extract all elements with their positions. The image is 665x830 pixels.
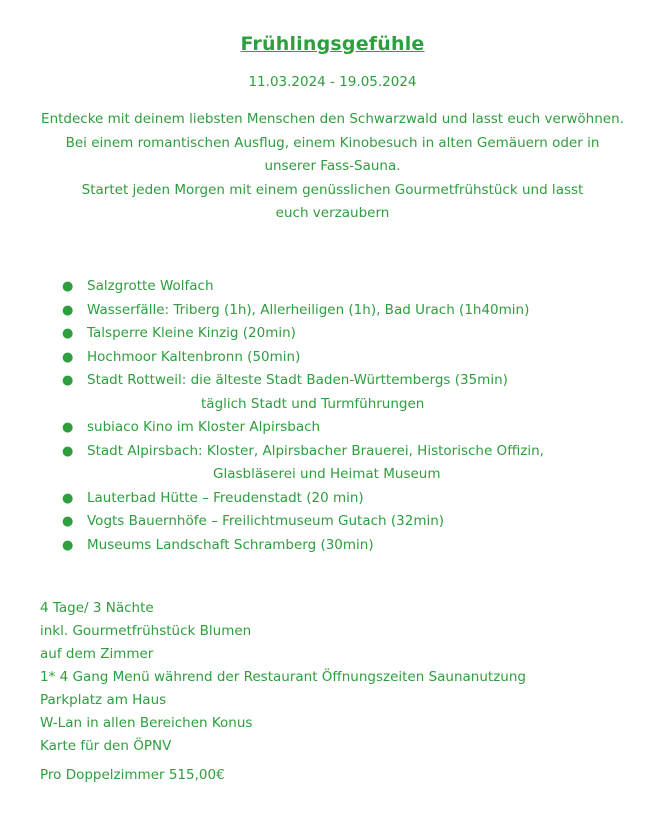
intro-paragraph-2: Startet jeden Morgen mit einem genüsslichen Gourmetfrühstück und lasst euch verzaubern xyxy=(81,181,584,221)
list-item: ● Hochmoor Kaltenbronn (50min) xyxy=(0,346,665,370)
list-item: ● Wasserfälle: Triberg (1h), Allerheiligen (1h), Bad Urach (1h40min) xyxy=(0,299,665,323)
bullet-icon: ● xyxy=(62,514,74,529)
package-line: Karte für den ÖPNV xyxy=(40,738,172,754)
list-item: ● subiaco Kino im Kloster Alpirsbach xyxy=(0,416,665,440)
bullet-icon: ● xyxy=(62,279,74,294)
package-details xyxy=(40,597,640,758)
intro-paragraph-1: Entdecke mit deinem liebsten Menschen den Schwarzwald und lasst euch verwöhnen. Bei einem romantischen Ausflug, einem Kinobesuch in alten Gemäuern oder in unserer Fass-Sauna. xyxy=(41,111,624,174)
bullet-icon: ● xyxy=(62,373,74,388)
list-item: ● Salzgrotte Wolfach xyxy=(0,275,665,299)
package-line: inkl. Gourmetfrühstück Blumen xyxy=(40,623,252,639)
list-item: ● Stadt Rottweil: die älteste Stadt Baden-Württembergs (35min) täglich Stadt und Turmführungen xyxy=(0,369,665,416)
package-line: W-Lan in allen Bereichen Konus xyxy=(40,715,253,731)
date-range: 11.03.2024 - 19.05.2024 xyxy=(248,74,417,90)
bullet-icon: ● xyxy=(62,326,74,341)
list-item: ● Vogts Bauernhöfe – Freilichtmuseum Gutach (32min) xyxy=(0,510,665,534)
package-line: Parkplatz am Haus xyxy=(40,692,167,708)
bullet-icon: ● xyxy=(62,443,74,459)
price-line: Pro Doppelzimmer 515,00€ xyxy=(40,767,225,783)
package-line: 4 Tage/ 3 Nächte xyxy=(40,600,154,616)
offer-title: Frühlingsgefühle xyxy=(240,33,425,55)
attractions-list xyxy=(0,275,665,557)
bullet-icon: ● xyxy=(62,349,74,365)
bullet-icon: ● xyxy=(62,420,74,435)
list-item-continuation: Glasbläserei und Heimat Museum xyxy=(213,466,441,482)
bullet-icon: ● xyxy=(62,490,74,506)
list-item: ● Stadt Alpirsbach: Kloster, Alpirsbacher Brauerei, Historische Offizin, Glasbläserei und Heimat Museum xyxy=(0,440,665,487)
list-item-continuation: täglich Stadt und Turmführungen xyxy=(201,395,425,412)
list-item: ● Museums Landschaft Schramberg (30min) xyxy=(0,534,665,558)
bullet-icon: ● xyxy=(62,537,74,553)
list-item: ● Talsperre Kleine Kinzig (20min) xyxy=(0,322,665,346)
package-line: auf dem Zimmer xyxy=(40,646,154,662)
package-line: 1* 4 Gang Menü während der Restaurant Öffnungszeiten Saunanutzung xyxy=(40,669,526,685)
intro-text xyxy=(40,108,625,226)
list-item: ● Lauterbad Hütte – Freudenstadt (20 min) xyxy=(0,487,665,511)
bullet-icon: ● xyxy=(62,302,74,318)
